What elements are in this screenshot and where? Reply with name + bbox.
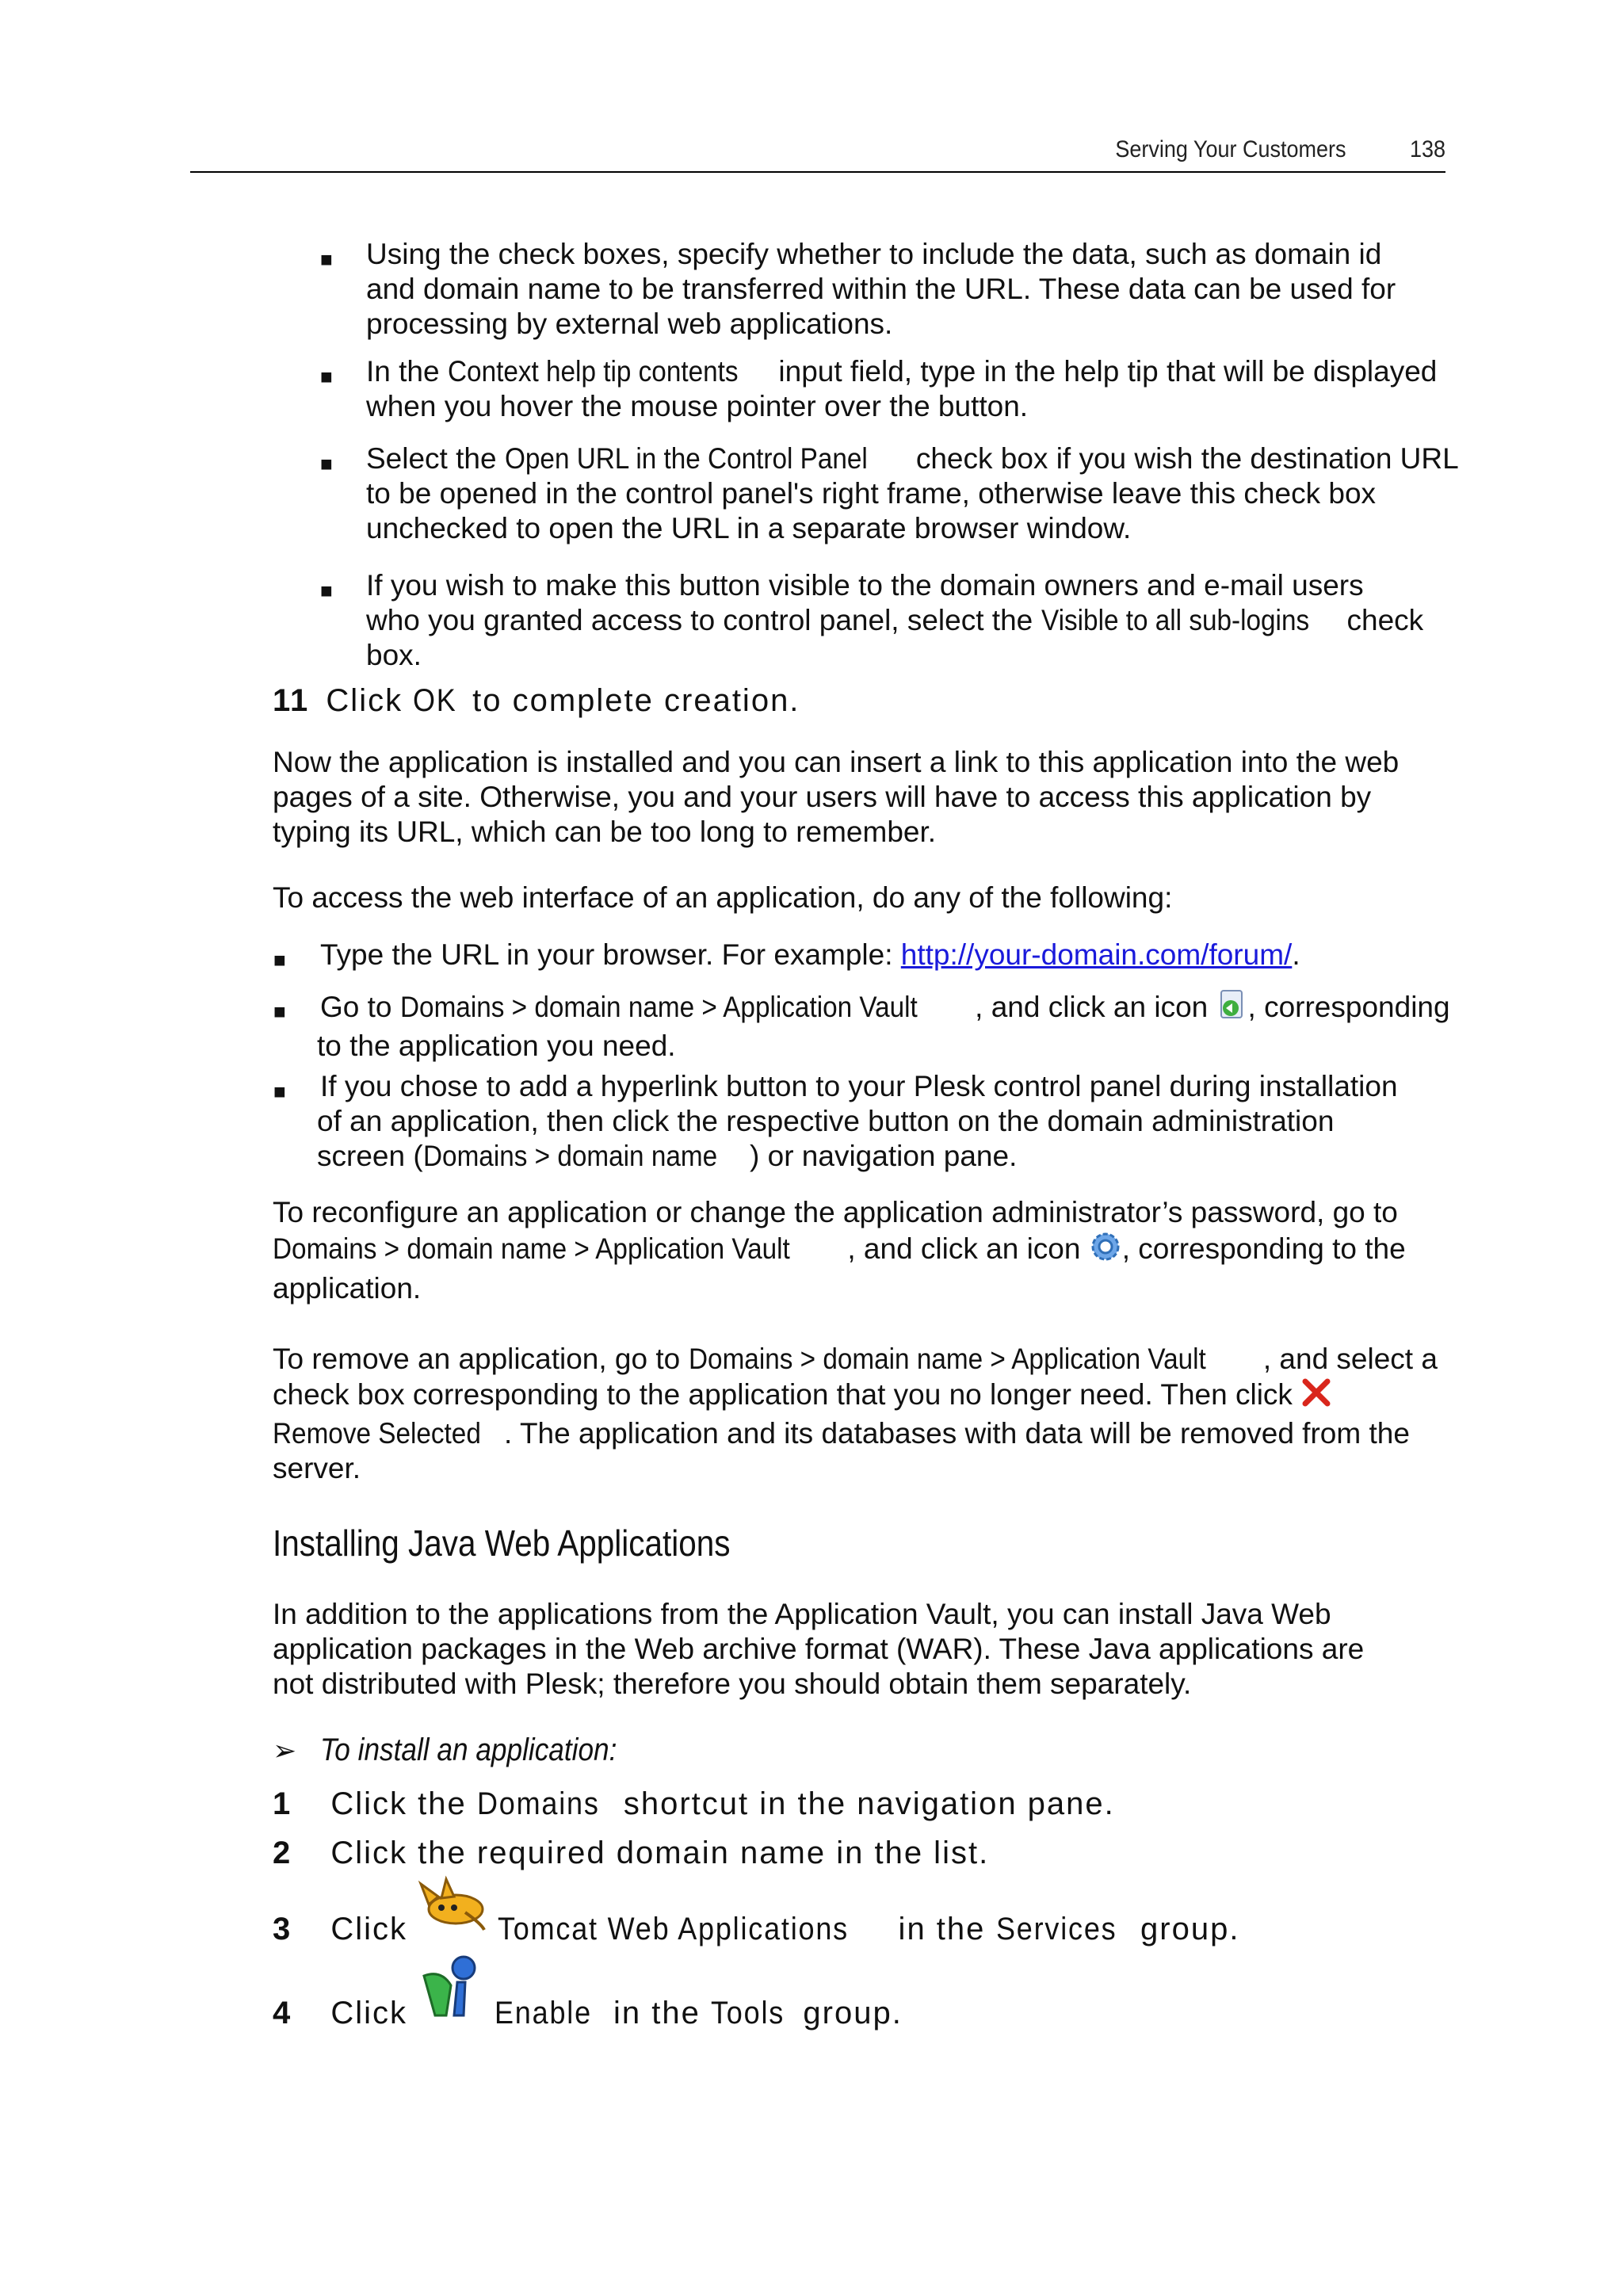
step-4: 4 Click Enable in the Tools group. [273,1996,903,2031]
open-application-icon [1216,989,1248,1029]
bullet-mark: ■ [273,948,286,972]
bullet-mark: ■ [320,365,333,388]
bullet-go-to-vault: Go to Domains > domain name > Application Vault , and click an icon , corresponding to the application you need. [317,990,1450,1062]
bullet-mark: ■ [320,247,333,271]
bullet-item-open-url: Select the Open URL in the Control Panel check box if you wish the destination URL to be opened in the control panel's right frame, otherwise leave this check box unchecked to open the URL in a separate browser window. [366,442,1459,544]
section-heading: Installing Java Web Applications [273,1522,731,1564]
step-1: 1 Click the Domains shortcut in the navigation pane. [273,1786,1115,1821]
paragraph-access: To access the web interface of an application, do any of the following: [273,881,1173,914]
bullet-item-context-help: In the Context help tip contents input field, type in the help tip that will be displayed when you hover the mouse pointer over the button. [366,355,1438,422]
paragraph-installed: Now the application is installed and you can insert a link to this application into the web pages of a site. Otherwise, you and your users will have to access this application by typing its URL, which can be too long to remember. [273,746,1400,848]
bullet-hyperlink-button: If you chose to add a hyperlink button to your Plesk control panel during installation of an application, then click the respective button on the domain administration screen (Domains > domain name ) or navigation pane. [317,1070,1398,1172]
bullet-mark: ■ [273,1079,286,1103]
paragraph-reconfigure: To reconfigure an application or change the application administrator’s password, go to Domains > domain name > Application Vault , and click an icon , corresponding to the application. [273,1196,1406,1305]
enable-tools-icon [418,1954,484,2028]
bullet-mark: ■ [320,452,333,476]
bullet-item-checkboxes: Using the check boxes, specify whether to include the data, such as domain id and domain name to be transferred within the URL. These data can be used for processing by external web applications. [366,238,1396,340]
paragraph-remove: To remove an application, go to Domains > domain name > Application Vault , and select a check box corresponding to the application that you no longer need. Then click Remove Selected . The application and its databases with data will be removed from the server. [273,1343,1438,1484]
step-2: 2 Click the required domain name in the list. [273,1836,990,1870]
reconfigure-gear-icon [1089,1230,1122,1271]
bullet-item-visible: If you wish to make this button visible to the domain owners and e-mail users who you granted access to control panel, select the Visible to all sub-logins check box. [366,569,1424,671]
example-url-link[interactable]: http://your-domain.com/forum/ [900,938,1293,971]
header-title: Serving Your Customers [1114,136,1346,162]
bullet-type-url: Type the URL in your browser. For example: http://your-domain.com/forum/. [320,938,1300,971]
page-number: 138 [1409,136,1445,162]
procedure-title: To install an application: [320,1733,617,1767]
page-header [190,135,1445,173]
remove-x-icon [1300,1377,1332,1416]
bullet-mark: ■ [273,999,286,1023]
step-3: 3 Click Tomcat Web Applications in the Services group. [273,1912,1239,1947]
arrow-bullet-icon: ➢ [273,1734,297,1767]
step-11: 11 Click OK to complete creation. [273,683,800,718]
tomcat-icon [418,1873,487,1941]
paragraph-java: In addition to the applications from the Application Vault, you can install Java Web application packages in the Web archive format (WAR). These Java applications are not distributed with Plesk; therefore you should obtain them separately. [273,1598,1365,1700]
bullet-mark: ■ [320,579,333,602]
